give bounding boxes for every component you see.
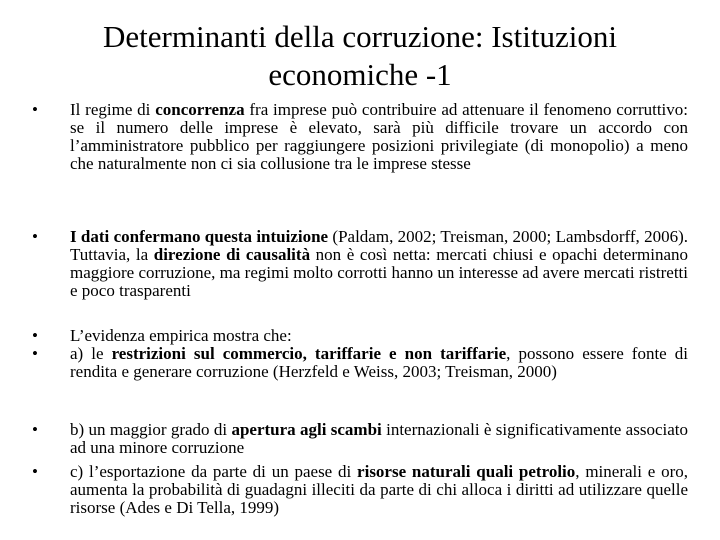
bullet-text	[70, 421, 688, 457]
bullet-marker: •	[32, 326, 38, 345]
bullet-text	[70, 228, 688, 300]
bullet-concorrenza	[32, 101, 688, 173]
bullet-text	[70, 101, 688, 173]
bullet-text-part: , minerali e oro, aumenta la probabilità di guadagni illeciti da parte di chi alloca i diritti ad utilizzare quelle risorse (Ades e Di Tella, 1999)	[70, 462, 689, 517]
bullet-bold-term: risorse naturali quali petrolio	[357, 462, 576, 481]
bullet-text-part: internazionali è significativamente associato ad una minore corruzione	[70, 420, 688, 457]
bullet-text-part: b) un maggior grado di	[70, 420, 232, 439]
title-line-2: economiche -1	[268, 57, 452, 92]
title-line-1: Determinanti della corruzione: Istituzioni	[103, 19, 617, 54]
bullet-text-part: non è così netta: mercati chiusi e opachi determinano maggiore corruzione, ma regimi molto corrotti hanno un interesse ad avere mercati ristretti e poco trasparenti	[70, 245, 688, 300]
bullet-text-part: L’evidenza empirica mostra che:	[70, 326, 292, 345]
bullet-bold-term: restrizioni sul commercio, tariffarie e non tariffarie	[111, 344, 507, 363]
bullet-bold-term: direzione di causalità	[153, 245, 311, 264]
bullet-marker: •	[32, 100, 38, 119]
bullet-evidenza	[32, 327, 688, 345]
slide-title	[60, 18, 660, 94]
bullet-text-part: c) l’esportazione da parte di un paese di	[70, 462, 358, 481]
bullet-text-part: a) le	[70, 344, 112, 363]
bullet-text-part: fra imprese può contribuire ad attenuare il fenomeno corruttivo: se il numero delle imprese è elevato, sarà più difficile trovare un accordo con l’amministratore pubblico per raggiungere posizioni privilegiate (di monopolio) a meno che naturalmente non ci sia collusione tra le imprese stesse	[70, 100, 689, 173]
bullet-bold-term: concorrenza	[155, 100, 245, 119]
bullet-text	[70, 345, 688, 381]
bullet-text	[70, 463, 688, 517]
bullet-marker: •	[32, 227, 38, 246]
bullet-risorse	[32, 463, 688, 517]
bullet-text-part: (Paldam, 2002; Treisman, 2000; Lambsdorff, 2006). Tuttavia, la	[70, 227, 689, 264]
bullet-marker: •	[32, 420, 38, 439]
bullet-marker: •	[32, 462, 38, 481]
bullet-text	[70, 327, 688, 345]
bullet-bold-term: I dati confermano questa intuizione	[70, 227, 329, 246]
bullet-text-part: Il regime di	[70, 100, 156, 119]
bullet-marker: •	[32, 344, 38, 363]
bullet-bold-term: apertura agli scambi	[231, 420, 382, 439]
bullet-text-part: , possono essere fonte di rendita e generare corruzione (Herzfeld e Weiss, 2003; Treisman, 2000)	[70, 344, 688, 381]
bullet-apertura	[32, 421, 688, 457]
bullet-restrizioni	[32, 345, 688, 381]
bullet-dati	[32, 228, 688, 300]
